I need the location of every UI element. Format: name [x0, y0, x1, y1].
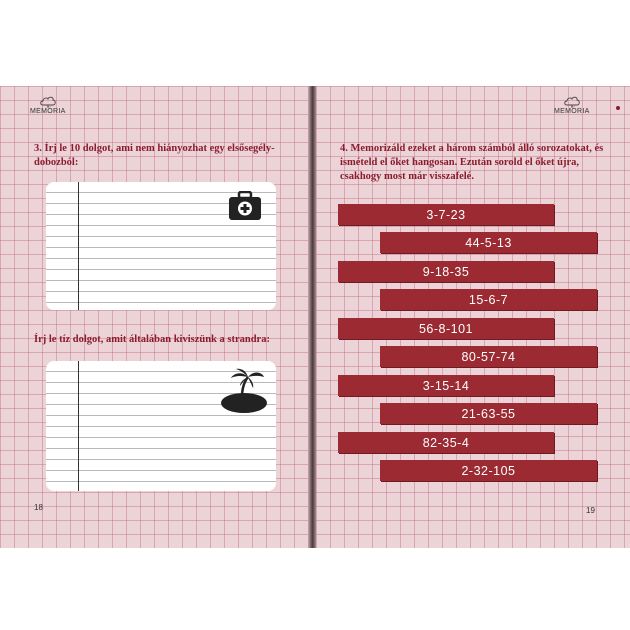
brand-logo	[554, 94, 590, 115]
palm-island-icon	[218, 367, 270, 413]
task-4-instruction: 4. Memorizáld ezeket a három számból álló sorozatokat, és ismételd el őket hangosan. Ezután sorold el őket újra, csakhogy most már visszafelé.	[340, 143, 604, 182]
sequence-bar: 56-8-101	[338, 318, 554, 339]
writing-card-first-aid[interactable]	[46, 182, 276, 310]
right-page	[316, 86, 630, 548]
sequence-bar: 2-32-105	[380, 460, 597, 481]
card-margin-line	[78, 182, 79, 310]
card-margin-line	[78, 361, 79, 491]
sequence-bar: 80-57-74	[380, 346, 597, 367]
brand-label: MEMÓRIA	[30, 108, 66, 115]
page-number-right: 19	[586, 506, 595, 515]
sequence-bar: 82-35-4	[338, 432, 554, 453]
page-number-left: 18	[34, 503, 43, 512]
book-spread	[0, 86, 630, 548]
left-page	[0, 86, 312, 548]
brand-label: MEMÓRIA	[554, 108, 590, 115]
sequence-bar: 21-63-55	[380, 403, 597, 424]
brain-cloud-icon	[39, 94, 57, 108]
sequence-bar: 15-6-7	[380, 289, 597, 310]
writing-card-beach[interactable]	[46, 361, 276, 491]
corner-dot	[616, 106, 620, 110]
sequence-bar: 3-15-14	[338, 375, 554, 396]
task-3-instruction: 3. Írj le 10 dolgot, ami nem hiányozhat egy elsősegély-dobozból:	[34, 143, 275, 168]
sequence-bar: 44-5-13	[380, 232, 597, 253]
sequence-bar: 9-18-35	[338, 261, 554, 282]
first-aid-kit-icon	[228, 191, 262, 221]
brain-cloud-icon	[563, 94, 581, 108]
task-beach-instruction: Írj le tíz dolgot, amit általában kiviszünk a strandra:	[34, 334, 270, 345]
brand-logo	[30, 94, 66, 115]
sequence-bar: 3-7-23	[338, 204, 554, 225]
